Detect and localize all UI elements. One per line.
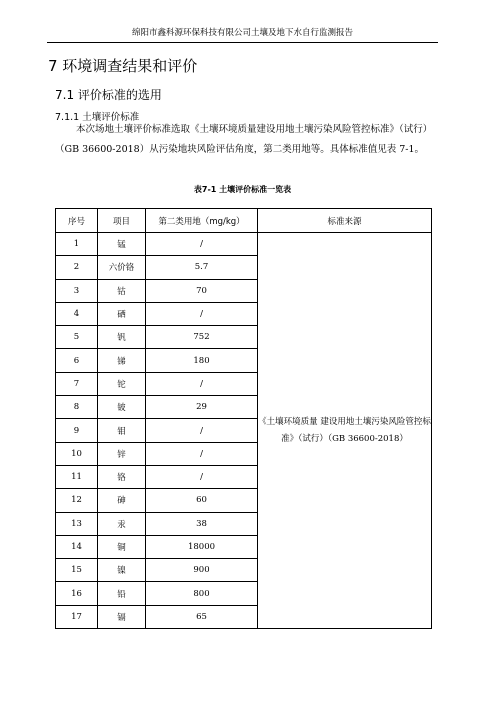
table-header-row — [56, 209, 432, 233]
cell-item: 铍 — [98, 396, 146, 419]
cell-no: 15 — [56, 559, 98, 582]
cell-value: 180 — [146, 349, 258, 372]
cell-item: 锑 — [98, 349, 146, 372]
col-header-source: 标准来源 — [258, 209, 432, 233]
cell-value: 70 — [146, 279, 258, 302]
subsection-heading: 7.1 评价标准的选用 — [55, 88, 162, 102]
cell-value: 800 — [146, 582, 258, 605]
cell-value: / — [146, 233, 258, 256]
cell-no: 10 — [56, 442, 98, 465]
cell-no: 1 — [56, 233, 98, 256]
cell-value: 38 — [146, 512, 258, 535]
cell-no: 8 — [56, 396, 98, 419]
cell-no: 3 — [56, 279, 98, 302]
cell-value: / — [146, 465, 258, 488]
cell-item: 镉 — [98, 605, 146, 628]
cell-item: 铊 — [98, 372, 146, 395]
cell-item: 钒 — [98, 326, 146, 349]
section-heading: 7 环境调查结果和评价 — [48, 57, 198, 75]
col-header-no: 序号 — [56, 209, 98, 233]
cell-item: 硒 — [98, 302, 146, 325]
cell-value: 60 — [146, 489, 258, 512]
cell-value: 752 — [146, 326, 258, 349]
col-header-item: 项目 — [98, 209, 146, 233]
cell-no: 5 — [56, 326, 98, 349]
cell-no: 6 — [56, 349, 98, 372]
cell-item: 镍 — [98, 559, 146, 582]
cell-source: 《土壤环境质量 建设用地土壤污染风险管控标准》（试行）（GB 36600-2018） — [258, 233, 432, 629]
cell-item: 铜 — [98, 535, 146, 558]
col-header-value: 第二类用地（mg/kg） — [146, 209, 258, 233]
cell-item: 汞 — [98, 512, 146, 535]
cell-item: 铬 — [98, 465, 146, 488]
cell-value: / — [146, 419, 258, 442]
cell-no: 17 — [56, 605, 98, 628]
cell-value: 65 — [146, 605, 258, 628]
sub-subsection-heading: 7.1.1 土壤评价标准 — [55, 112, 140, 123]
cell-value: / — [146, 302, 258, 325]
standards-table — [55, 208, 432, 629]
cell-no: 7 — [56, 372, 98, 395]
cell-no: 2 — [56, 256, 98, 279]
cell-no: 4 — [56, 302, 98, 325]
table-body — [56, 233, 432, 629]
cell-item: 锌 — [98, 442, 146, 465]
cell-item: 钴 — [98, 279, 146, 302]
cell-value: 18000 — [146, 535, 258, 558]
cell-no: 9 — [56, 419, 98, 442]
cell-item: 六价铬 — [98, 256, 146, 279]
body-paragraph: 本次场地土壤评价标准选取《土壤环境质量建设用地土壤污染风险管控标准》（试行）（GB 36600-2018）从污染地块风险评估角度，第二类用地等。具体标准值见表 7-1。 — [55, 124, 433, 155]
cell-no: 16 — [56, 582, 98, 605]
cell-value: / — [146, 442, 258, 465]
table-row — [56, 233, 432, 256]
cell-no: 11 — [56, 465, 98, 488]
cell-item: 砷 — [98, 489, 146, 512]
cell-value: 29 — [146, 396, 258, 419]
cell-no: 13 — [56, 512, 98, 535]
cell-value: 900 — [146, 559, 258, 582]
cell-no: 12 — [56, 489, 98, 512]
page-header: 绵阳市鑫科源环保科技有限公司土壤及地下水自行监测报告 — [47, 26, 438, 43]
cell-item: 钼 — [98, 419, 146, 442]
table-caption: 表7-1 土壤评价标准一览表 — [193, 185, 292, 194]
cell-item: 锰 — [98, 233, 146, 256]
cell-value: 5.7 — [146, 256, 258, 279]
cell-item: 铅 — [98, 582, 146, 605]
cell-value: / — [146, 372, 258, 395]
cell-no: 14 — [56, 535, 98, 558]
